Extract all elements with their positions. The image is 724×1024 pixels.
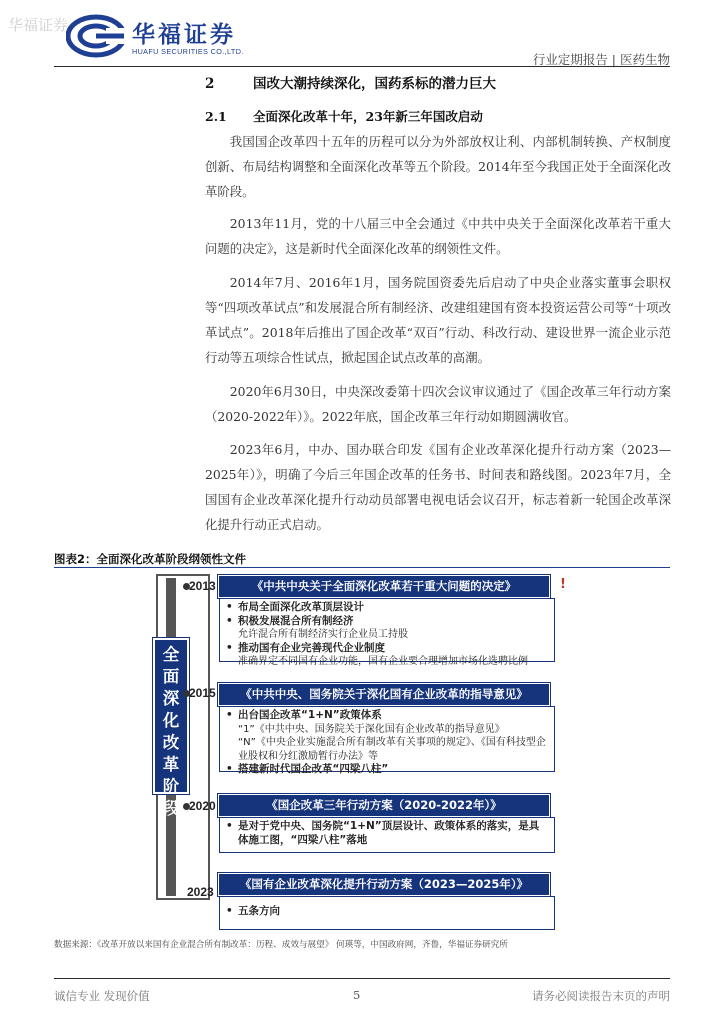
stage-bullet: • 出台国企改革“1+N”政策体系 <box>238 709 548 723</box>
company-logo <box>66 14 266 60</box>
stage-year: 2013 <box>189 579 216 593</box>
stage-note: “N”《中央企业实施混合所有制改革有关事项的规定》、《国有科技型企业股权和分红激励暂行办法》等 <box>238 737 546 762</box>
stage-label-char: 面 <box>162 667 180 686</box>
footer-divider <box>54 978 670 979</box>
stage-banner: 《中共中央、国务院关于深化国有企业改革的指导意见》 <box>219 684 549 705</box>
stage-bullet: • 积极发展混合所有制经济 <box>238 615 548 629</box>
exclamation-mark: ! <box>560 577 566 592</box>
stage-year: 2020 <box>189 799 216 813</box>
stage-label-char: 段 <box>162 799 180 818</box>
stage-bullet: • 是对于党中央、国务院“1+N”顶层设计、政策体系的落实，是具体施工图，“四梁八柱”落地 <box>238 820 548 847</box>
watermark-text: 华福证券 <box>8 16 69 34</box>
stage-banner: 《国企改革三年行动方案（2020-2022年）》 <box>219 795 549 816</box>
figure-title: 图表2：全面深化改革阶段纲领性文件 <box>54 552 246 566</box>
section-title: 国改大潮持续深化，国药系标的潜力巨大 <box>253 76 496 92</box>
stage-content-box <box>219 706 555 775</box>
stage-banner: 《中共中央关于全面深化改革若干重大问题的决定》 <box>219 576 549 597</box>
body-paragraph: 2013年11月，党的十八届三中全会通过《中共中央关于全面深化改革若干重大问题的决定》，这是新时代全面深化改革的纲领性文件。 <box>205 216 671 256</box>
stage-note: 准确界定不同国有企业功能，国有企业要合理增加市场化选聘比例 <box>238 656 528 667</box>
stage-bullet: • 搭建新时代国企改革“四梁八柱” <box>238 763 548 777</box>
logo-english-name: HUAFU SECURITIES CO.,LTD. <box>132 47 244 56</box>
section-heading <box>205 72 496 92</box>
subsection-heading <box>205 107 483 125</box>
stage-label-char: 化 <box>162 711 180 730</box>
stage-content-box <box>219 896 555 930</box>
stage-bullet: • 五条方向 <box>238 905 548 919</box>
stage-label-char: 全 <box>162 645 180 664</box>
report-category: 行业定期报告 | 医药生物 <box>532 52 670 67</box>
subsection-title: 全面深化改革十年，23年新三年国改启动 <box>253 109 483 124</box>
footer-slogan: 诚信专业 发现价值 <box>54 989 150 1003</box>
body-paragraph: 2020年6月30日，中央深改委第十四次会议审议通过了《国企改革三年行动方案（2020-2022年）》。2022年底，国企改革三年行动如期圆满收官。 <box>205 384 671 424</box>
figure-title-divider <box>54 567 670 568</box>
body-paragraph: 我国国企改革四十五年的历程可以分为外部放权让利、内部机制转换、产权制度创新、布局结构调整和全面深化改革等五个阶段。2014年至今我国正处于全面深化改革阶段。 <box>205 134 671 199</box>
header-divider <box>54 66 670 67</box>
footer-disclaimer: 请务必阅读报告末页的声明 <box>532 989 670 1003</box>
stage-bullet: • 推动国有企业完善现代企业制度 <box>238 642 548 656</box>
stage-note: “1”《中共中央、国务院关于深化国有企业改革的指导意见》 <box>238 723 505 735</box>
subsection-number: 2.1 <box>205 109 227 124</box>
body-paragraph: 2023年6月，中办、国办联合印发《国有企业改革深化提升行动方案（2023—2025年）》，明确了今后三年国企改革的任务书、时间表和路线图。2023年7月，全国国有企业改革深化提升行动动员部署电视电话会议召开，标志着新一轮国企改革深化提升行动正式启动。 <box>205 442 671 532</box>
stage-label-char: 改 <box>162 733 180 752</box>
stage-content-box <box>219 598 555 667</box>
stage-label-char: 革 <box>162 755 180 774</box>
stage-banner: 《国有企业改革深化提升行动方案（2023—2025年）》 <box>219 874 549 895</box>
section-number: 2 <box>205 76 215 92</box>
stage-note: 允许混合所有制经济实行企业员工持股 <box>238 629 408 640</box>
logo-chinese-name: 华福证券 <box>132 22 236 48</box>
stage-year: 2015 <box>189 686 216 700</box>
stage-vertical-label <box>153 638 189 818</box>
data-source-note: 数据来源：《改革开放以来国有企业混合所有制改革：历程、成效与展望》 何瑛等，中国政府网，齐鲁，华福证券研究所 <box>54 940 508 950</box>
huafu-logo-icon <box>66 14 126 58</box>
body-paragraph: 2014年7月、2016年1月，国务院国资委先后启动了中央企业落实董事会职权等“四项改革试点”和发展混合所有制经济、改建组建国有资本投资运营公司等“十项改革试点”。2018年后推出了国企改革“双百”行动、科改行动、建设世界一流企业示范行动等五项综合性试点，掀起国企试点改革的高潮。 <box>205 275 671 365</box>
page-number: 5 <box>353 988 361 1002</box>
stage-label-char: 阶 <box>162 777 180 796</box>
stage-content-box <box>219 817 555 853</box>
stage-bullet: • 布局全面深化改革顶层设计 <box>238 601 548 615</box>
stage-label-char: 深 <box>162 689 180 708</box>
stage-year: 2023 <box>187 885 214 899</box>
